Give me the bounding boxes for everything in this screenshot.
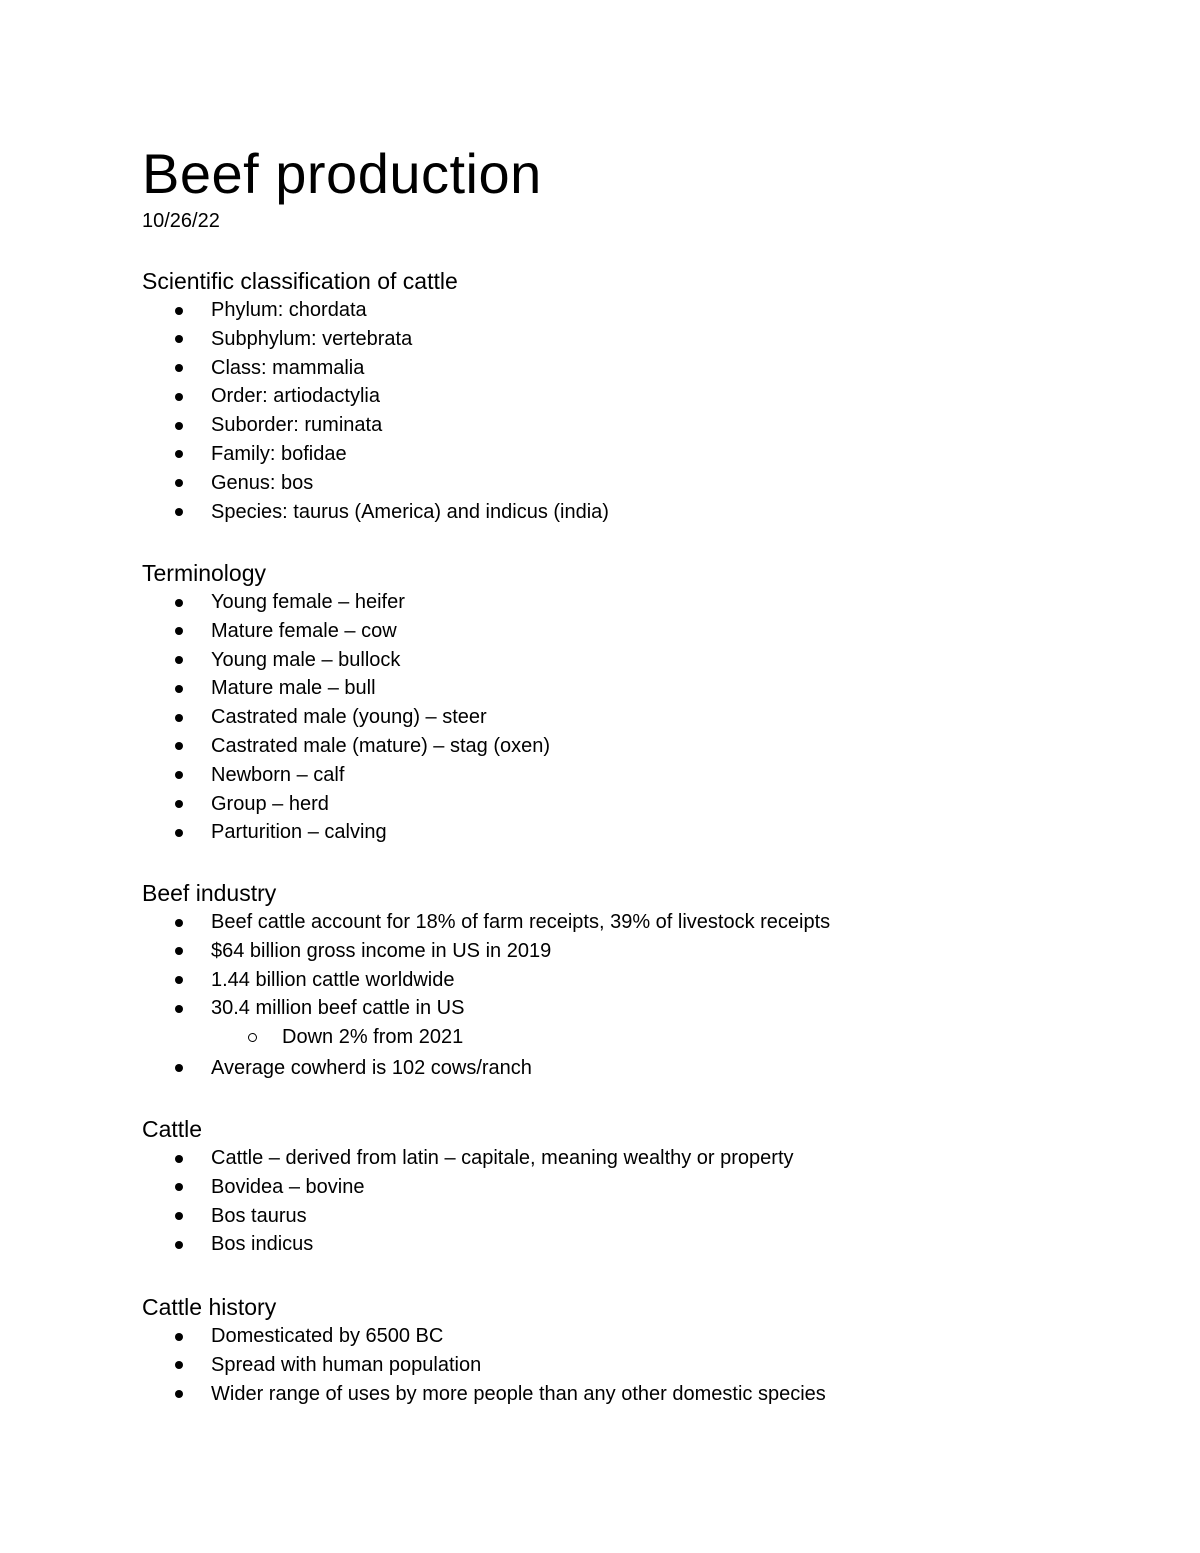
bullet-list [0, 1322, 1200, 1408]
bullet-icon [175, 1361, 183, 1369]
list-item [0, 674, 1200, 703]
list-item [0, 937, 1200, 966]
bullet-icon [175, 800, 183, 808]
list-item [0, 908, 1200, 937]
bullet-list [0, 908, 1200, 1082]
list-item [0, 1173, 1200, 1202]
list-item [0, 498, 1200, 527]
list-item-text: Domesticated by 6500 BC [211, 1325, 444, 1347]
section-heading: Beef industry [142, 880, 277, 906]
list-item [0, 703, 1200, 732]
bullet-icon [175, 508, 183, 516]
list-item [0, 617, 1200, 646]
list-item [0, 761, 1200, 790]
bullet-icon [175, 335, 183, 343]
list-item [0, 354, 1200, 383]
list-item [0, 1351, 1200, 1380]
list-item-text: 30.4 million beef cattle in US [211, 997, 465, 1020]
bullet-icon [175, 714, 183, 722]
list-item-text: Mature female – cow [211, 619, 397, 642]
sub-list-item [0, 1023, 1200, 1054]
list-item-text: Bovidea – bovine [211, 1175, 365, 1198]
bullet-icon [175, 1241, 183, 1249]
list-item [0, 994, 1200, 1023]
list-item [0, 790, 1200, 819]
list-item-text: Species: taurus (America) and indicus (india) [211, 500, 609, 523]
section-heading: Cattle [142, 1116, 203, 1142]
list-item [0, 469, 1200, 498]
list-item-text: Suborder: ruminata [211, 414, 383, 437]
list-item [0, 1202, 1200, 1231]
section-heading: Cattle history [142, 1294, 277, 1320]
bullet-icon [175, 627, 183, 635]
document-title: Beef production [142, 142, 542, 205]
bullet-icon [175, 479, 183, 487]
sub-list-item-text: Down 2% from 2021 [282, 1026, 464, 1049]
list-item [0, 1054, 1200, 1083]
section-heading: Terminology [142, 560, 266, 586]
bullet-icon [175, 1155, 183, 1163]
list-item [0, 1380, 1200, 1409]
list-item [0, 966, 1200, 995]
list-item [0, 296, 1200, 325]
list-item-text: Group – herd [211, 792, 329, 815]
list-item-text: Family: bofidae [211, 442, 347, 465]
list-item-text: Subphylum: vertebrata [211, 327, 413, 350]
bullet-list [0, 296, 1200, 526]
list-item-text: Newborn – calf [211, 763, 345, 786]
bullet-icon [175, 742, 183, 750]
list-item-text: Average cowherd is 102 cows/ranch [211, 1056, 532, 1079]
list-item-text: Class: mammalia [211, 356, 365, 379]
list-item-text: Cattle – derived from latin – capitale, meaning wealthy or property [211, 1147, 794, 1169]
bullet-icon [175, 656, 183, 664]
list-item-text: Mature male – bull [211, 677, 376, 700]
bullet-icon [175, 1390, 183, 1398]
bullet-icon [175, 393, 183, 401]
list-item [0, 732, 1200, 761]
document-date: 10/26/22 [142, 210, 220, 232]
bullet-icon [175, 599, 183, 607]
list-item [0, 588, 1200, 617]
bullet-icon [175, 771, 183, 779]
bullet-icon [175, 1064, 183, 1072]
list-item-text: Castrated male (young) – steer [211, 706, 487, 729]
list-item-text: Young male – bullock [211, 648, 401, 671]
list-item [0, 1144, 1200, 1173]
list-item [0, 1322, 1200, 1351]
hollow-bullet-icon [248, 1033, 257, 1042]
bullet-icon [175, 1183, 183, 1191]
section-heading: Scientific classification of cattle [142, 268, 458, 294]
list-item-text: Wider range of uses by more people than any other domestic species [211, 1382, 826, 1405]
list-item-text: Bos indicus [211, 1233, 314, 1256]
bullet-icon [175, 307, 183, 315]
list-item-text: Genus: bos [211, 471, 314, 494]
list-item-text: 1.44 billion cattle worldwide [211, 968, 455, 991]
list-item [0, 1230, 1200, 1259]
list-item [0, 818, 1200, 847]
list-item-text: $64 billion gross income in US in 2019 [211, 939, 552, 962]
list-item-text: Phylum: chordata [211, 299, 367, 321]
bullet-icon [175, 947, 183, 955]
list-item-text: Parturition – calving [211, 821, 387, 844]
list-item [0, 440, 1200, 469]
list-item-text: Young female – heifer [211, 591, 405, 613]
list-item-text: Castrated male (mature) – stag (oxen) [211, 734, 551, 757]
list-item-text: Bos taurus [211, 1204, 307, 1227]
list-item [0, 646, 1200, 675]
bullet-icon [175, 364, 183, 372]
bullet-list [0, 1144, 1200, 1259]
list-item-text: Order: artiodactylia [211, 385, 380, 408]
bullet-icon [175, 919, 183, 927]
bullet-icon [175, 1333, 183, 1341]
bullet-icon [175, 685, 183, 693]
bullet-icon [175, 1005, 183, 1013]
list-item-text: Beef cattle account for 18% of farm receipts, 39% of livestock receipts [211, 911, 831, 933]
list-item [0, 411, 1200, 440]
bullet-list [0, 588, 1200, 847]
bullet-icon [175, 976, 183, 984]
list-item-text: Spread with human population [211, 1353, 482, 1376]
list-item [0, 325, 1200, 354]
bullet-icon [175, 1212, 183, 1220]
bullet-icon [175, 422, 183, 430]
list-item [0, 382, 1200, 411]
bullet-icon [175, 450, 183, 458]
bullet-icon [175, 829, 183, 837]
